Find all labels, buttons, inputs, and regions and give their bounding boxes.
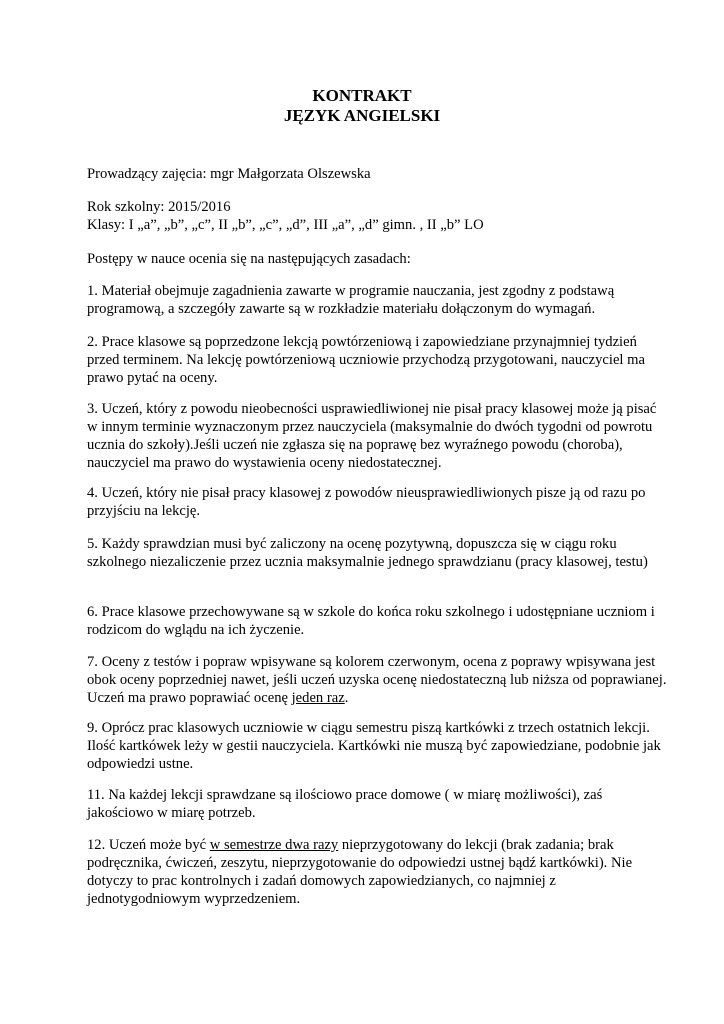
teacher-line: Prowadzący zajęcia: mgr Małgorzata Olszewska [87,166,371,182]
rule-7-end: . [344,690,349,706]
rule-12 [87,836,667,908]
rule-5: 5. Każdy sprawdzian musi być zaliczony na ocenę pozytywną, dopuszcza się w ciągu roku szkolnego niezaliczenie przez ucznia maksymalnie jednego sprawdzianu (pracy klasowej, testu) [87,536,648,570]
classes-line: Klasy: I „a”, „b”, „c”, II „b”, „c”, „d”, III „a”, „d” gimn. , II „b” LO [87,217,484,233]
rule-3: 3. Uczeń, który z powodu nieobecności usprawiedliwionej nie pisał pracy klasowej może ją pisać w innym terminie wyznaczonym przez nauczyciela (maksymalnie do dwóch tygodni od powrotu ucznia do szkoły).Jeśli uczeń nie zgłasza się na poprawę bez wyraźnego powodu (choroba), nauczyciel ma prawo do wystawienia oceny niedostatecznej. [87,401,657,471]
rule-9: 9. Oprócz prac klasowych uczniowie w ciągu semestru piszą kartkówki z trzech ostatnich lekcji. Ilość kartkówek leży w gestii nauczyciela. Kartkówki nie muszą być zapowiedziane, podobnie jak odpowiedzi ustne. [87,720,661,772]
rule-1: 1. Materiał obejmuje zagadnienia zawarte w programie nauczania, jest zgodny z podstawą programową, a szczegóły zawarte są w rozkładzie materiału dołączonym do wymagań. [87,283,615,317]
rule-7 [87,653,667,707]
school-year-line: Rok szkolny: 2015/2016 [87,199,231,215]
rule-12-text: 12. Uczeń może być [87,837,210,853]
rule-6: 6. Prace klasowe przechowywane są w szkole do końca roku szkolnego i udostępniane uczniom i rodzicom do wglądu na ich życzenie. [87,604,655,638]
rule-7-text: 7. Oceny z testów i popraw wpisywane są kolorem czerwonym, ocena z poprawy wpisywana jest obok oceny poprzedniej nawet, jeśli uczeń uzyska ocenę niedostateczną lub niższa od poprawianej. Uczeń ma prawo poprawiać ocenę [87,654,667,706]
rule-2: 2. Prace klasowe są poprzedzone lekcją powtórzeniową i zapowiedziane przynajmniej tydzień przed terminem. Na lekcję powtórzeniową uczniowie przychodzą przygotowani, nauczyciel ma prawo pytać na oceny. [87,334,645,386]
document-subtitle: JĘZYK ANGIELSKI [283,106,441,125]
rule-12-underlined: w semestrze dwa razy [209,837,339,853]
rule-7-underlined: jeden raz [291,690,345,706]
document-title: KONTRAKT [312,86,412,105]
rule-12-end: nieprzygotowany do lekcji (brak zadania; brak podręcznika, ćwiczeń, zeszytu, nieprzygotowanie do odpowiedzi ustnej bądź kartkówki). Nie dotyczy to prac kontrolnych i zadań domowych zapowiedzianych, co najmniej z jednotygodniowym wyprzedzeniem. [87,837,633,907]
rule-4: 4. Uczeń, który nie pisał pracy klasowej z powodów nieusprawiedliwionych pisze ją od razu po przyjściu na lekcję. [87,485,646,519]
rule-11: 11. Na każdej lekcji sprawdzane są ilościowo prace domowe ( w miarę możliwości), zaś jakościowo w miarę potrzeb. [87,787,603,821]
intro-line: Postępy w nauce ocenia się na następujących zasadach: [87,251,411,267]
